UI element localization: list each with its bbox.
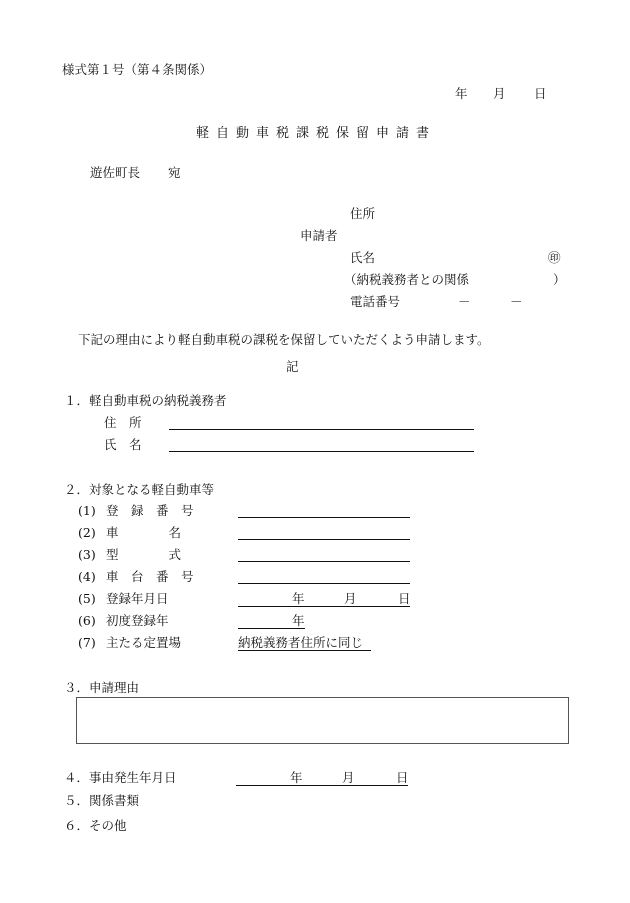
seal-icon: ㊞ [548, 250, 561, 265]
occurrence-date-field[interactable] [236, 785, 408, 786]
form-label: 様式第１号（第４条関係） [62, 62, 213, 77]
item-3-num: (3) [78, 547, 96, 562]
item-7-num: (7) [78, 635, 96, 650]
relation-close: ） [553, 272, 566, 287]
occurrence-date-year: 年 [290, 770, 303, 785]
taxpayer-name-field[interactable] [169, 451, 474, 452]
phone-dash-1: － [458, 294, 471, 309]
section2-heading: ２．対象となる軽自動車等 [64, 482, 215, 497]
section4-heading: ４．事由発生年月日 [64, 770, 177, 785]
item-5-num: (5) [78, 591, 96, 606]
registration-number-field[interactable] [238, 517, 410, 518]
item-4-label: 車 台 番 号 [106, 569, 194, 584]
model-field[interactable] [238, 561, 410, 562]
first-registration-year-field[interactable] [238, 628, 305, 629]
item-2-label: 車 名 [106, 525, 182, 540]
relation-label: （納税義務者との関係 [344, 272, 470, 287]
reg-date-day: 日 [398, 591, 411, 606]
location-value: 納税義務者住所に同じ [238, 635, 364, 650]
phone-dash-2: － [510, 294, 523, 309]
item-1-label: 登 録 番 号 [106, 503, 194, 518]
intro-text: 下記の理由により軽自動車税の課税を保留していただくよう申請します。 [78, 332, 490, 347]
item-6-num: (6) [78, 613, 96, 628]
applicant-name-label: 氏名 [350, 250, 376, 265]
applicant-label: 申請者 [300, 228, 338, 243]
first-registration-year-unit: 年 [292, 613, 305, 628]
section3-heading: ３．申請理由 [64, 680, 140, 695]
item-3-label: 型 式 [106, 547, 182, 562]
item-6-label: 初度登録年 [106, 613, 169, 628]
taxpayer-address-field[interactable] [169, 429, 474, 430]
section6-heading: ６．その他 [64, 818, 127, 833]
item-4-num: (4) [78, 569, 96, 584]
phone-label: 電話番号 [350, 294, 401, 309]
reg-date-year: 年 [292, 591, 305, 606]
section5-heading: ５．関係書類 [64, 793, 140, 808]
taxpayer-name-label: 氏 名 [104, 437, 142, 452]
occurrence-date-day: 日 [396, 770, 409, 785]
applicant-address-label: 住所 [350, 206, 376, 221]
chassis-number-field[interactable] [238, 583, 410, 584]
item-7-label: 主たる定置場 [106, 635, 182, 650]
addressee-name: 遊佐町長 [90, 165, 141, 180]
reason-textbox[interactable] [76, 697, 569, 744]
section1-heading: １．軽自動車税の納税義務者 [64, 393, 227, 408]
date-year-label: 年 [455, 86, 468, 101]
page-title: 軽自動車税課税保留申請書 [196, 126, 437, 141]
occurrence-date-month: 月 [342, 770, 355, 785]
registration-date-field[interactable] [238, 606, 410, 607]
item-5-label: 登録年月日 [106, 591, 169, 606]
taxpayer-address-label: 住 所 [104, 415, 142, 430]
date-month-label: 月 [493, 86, 506, 101]
date-day-label: 日 [534, 86, 547, 101]
item-1-num: (1) [78, 503, 96, 518]
item-2-num: (2) [78, 525, 96, 540]
location-underline [238, 650, 371, 651]
vehicle-name-field[interactable] [238, 539, 410, 540]
ki-label: 記 [286, 359, 299, 374]
reg-date-month: 月 [344, 591, 357, 606]
addressee-suffix: 宛 [168, 165, 181, 180]
